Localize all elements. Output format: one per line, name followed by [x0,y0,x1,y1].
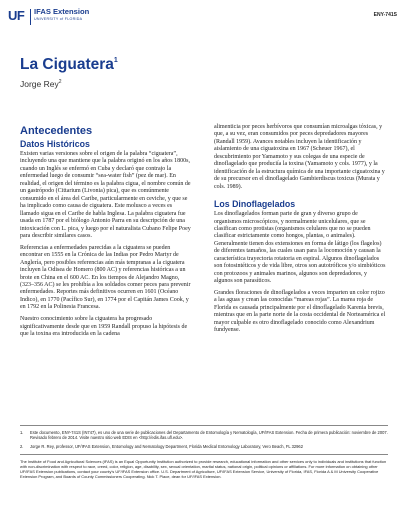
section-heading-antecedentes: Antecedentes [20,125,93,137]
title-text: La Ciguatera [20,56,114,73]
footnote-1 [20,430,388,440]
paragraph-dinoflagelados: Los dinoflagelados forman parte de gran y diverso grupo de organismos microscópicos, y normalmente unicelulares, que se clasifican como protistas (organismos celulares que no se pueden clasificar estrictamente como hongos, plantas, o animales). Generalmente tienen dos extensiones en forma de látigo (los flagelos) de diferentes tamaños, las cuales usan para la locomoción y causan la característica trayectoria rotatoria en espiral. Algunos dinoflagelados son fotosintéticos y de vida libre, otros son autotróficos y/o simbióticos con protozoos y animales marinos, algunos son depredadores, y algunos son parasíticos. [214,211,386,285]
legal-divider [20,454,388,455]
title-footnote-mark: 1 [113,57,118,64]
subsection-heading-dinoflagelados: Los Dinoflagelados [214,199,296,210]
footnote-2-text: Jorge R. Rey, professor, UF/IFAS Extension, Entomology and Nematology Department, Florida Medical Entomology Laboratory, Vero Beach, FL 32962 [30,443,303,449]
footnote-2-number: 2. [20,443,24,449]
logo-divider [30,9,31,25]
footnote-divider [20,425,388,426]
footnote-2 [20,444,388,449]
footnotes [20,425,388,479]
paragraph-origen: Existen varias versiones sobre el origen de la palabra “ciguatera”, incluyendo una que mantiene que la palabra originó en los años 1800s, cuando un Inglés se enfermó en Cuba y declaró que contrajo la enfermedad luego de consumir “sea-water fish” (pez de mar). En realidad, el origen del término es la palabra cigua, el nombre común de un gastrópodo (Cittarium (Livonia) pica), que es comúnmente consumido en el área del Caribe, particularmente en ceviche, y que se ha implicado como causa de ciguatera. Este molusco a veces es llamado sigua en el Caribe de habla Inglesa. La palabra ciguatera fue usada en 1787 por el biólogo Antonio Parra en su descripción de una intoxicación con L. pica, y luego por el naturalista Cubano Felipe Poey para describir similares casos. [20,151,191,239]
paragraph-referencias: Referencias a enfermedades parecidas a la ciguatera se pueden encontrar en 1555 en la Crónica de las Indias por Pedro Martyr de Anglería, pero posibles referencias aún más tempranas a la ciguatera incluyen la Odisea de Homero (800 AC) y referencias históricas a un brote en China en el 600 AC. En los tiempos de Alejandro Magno, (323–356 AC) se les prohibía a los soldados comer peces para prevenir enfermedades. Reportes más definitivos ocurren en 1601 (Océano Indico), en 1770 (Pacífico Sur), en 1774 por el Capitán James Cook, y en 1792 en la Polinesia Francesa. [20,244,191,311]
document-id: ENY-741S [373,12,397,18]
legal-notice: The Institute of Food and Agricultural Sciences (IFAS) is an Equal Opportunity Institution authorized to provide research, educational information and other services only to individuals and institutions that function with non-discrimination with respect to race, creed, color, religion, age, disability, sex, sexual orientation, marital status, national origin, political opinions or affiliations. For more information on obtaining other UF/IFAS Extension publications, contact your county’s UF/IFAS Extension office. U.S. Department of Agriculture, UF/IFAS Extension Service, University of Florida, IFAS, Florida A & M University Cooperative Extension Program, and Boards of County Commissioners Cooperating. Nick T. Place, dean for UF/IFAS Extension. [20,458,387,479]
paragraph-avances: alimenticia por peces herbívoros que consumían microalgas tóxicas, y que, a su vez, eran consumidos por peces depredadores mayores (Randall 1959). Avances notables incluyen la identificación y aislamiento de una ciguatoxina en 1967 (Scheuer 1967), el descubrimiento por Yamamoto y sus colegas de una especie de dinoflagelado que produciía la toxina (Yamamoto y cols. 1977), y la identificación de la estructura química de una importante ciguatoxina y de su precursor en el dinoflagelado Gambierdiscus toxicus (Murata y cols. 1989). [214,124,385,190]
subsection-heading-datos-historicos: Datos Históricos [20,139,90,149]
author-line [20,79,62,89]
page-title [20,56,118,74]
author-name: Jorge Rey [20,79,59,89]
uf-logo: UF [8,8,25,23]
footnote-1-number: 1. [20,429,24,435]
left-column [20,125,192,343]
page-header [0,0,405,33]
org-name: IFAS Extension [34,7,90,16]
paragraph-conocimiento: Nuestro conocimiento sobre la ciguatera ha progresado significativamente desde que en 1959 Randall propuso la hipótesis de que la toxina era introducida en la cadena [20,316,188,338]
paragraph-mareas-rojas: Grandes floraciones de dinoflagelados a veces imparten un color rojizo a las aguas y crean las conocidas “mareas rojas”. La marea roja de Florida es causada principalmente por el dinoflagelado Karenia brevis, mientras que en la parte norte de la costa occidental de Norteamérica el mayor culpable es otro dinoflagelado conocido como Alexandrium fundyense. [214,289,386,334]
author-footnote-mark: 2 [58,79,62,85]
footnote-1-text: Este documento, ENY-741S (IN747), es uno de una serie de publicaciones del Departamento de Entomología y Nematología, UF/IFAS Extension. Fecha de primera publicación: noviembre de 2007. Revisado febrero de 2014. Visite nuestro sitio web EDIS en <http://edis.ifas.ufl.edu>. [30,429,388,440]
org-subtitle: UNIVERSITY of FLORIDA [34,17,83,21]
right-column [214,124,386,339]
